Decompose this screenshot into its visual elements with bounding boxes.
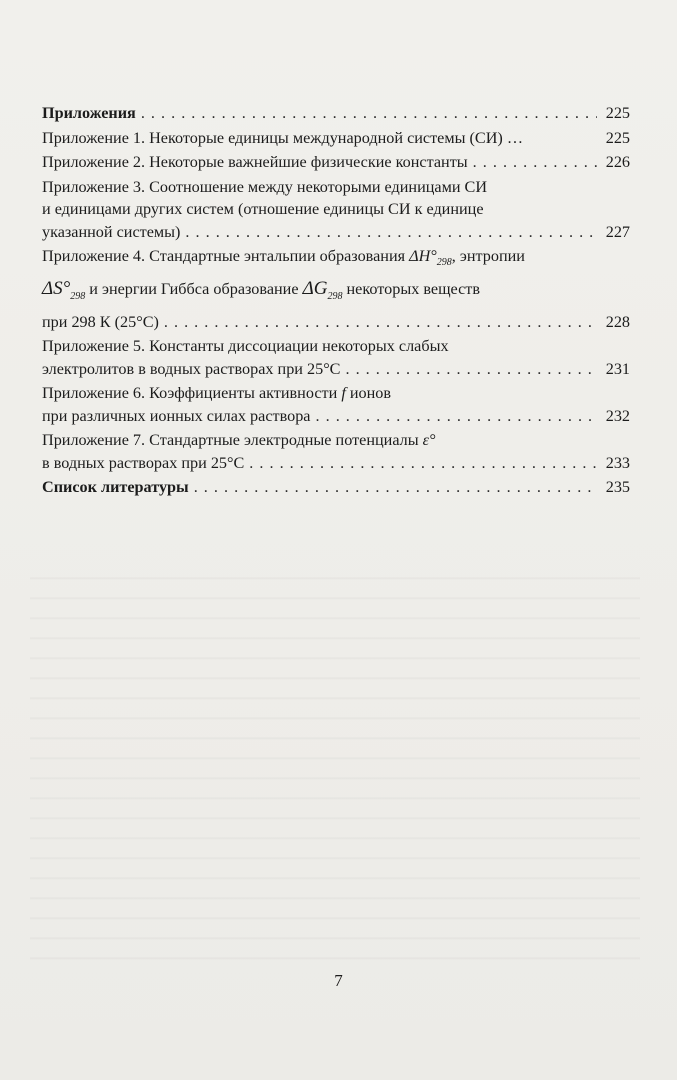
- toc-page-number: 228: [605, 312, 630, 331]
- potential-symbol: ε°: [422, 431, 436, 450]
- toc-entry-text: и энергии Гиббса образование: [85, 279, 299, 298]
- toc-entry-text: Приложение 7. Стандартные электродные потенциалы: [42, 431, 419, 450]
- toc-entry-text: Приложение 6. Коэффициенты активности: [42, 384, 338, 403]
- leader-dots: [164, 311, 597, 334]
- toc-entry-text: ионов: [349, 384, 392, 403]
- toc-page-number: 225: [605, 128, 630, 147]
- toc-entry-title: Приложения: [42, 104, 136, 122]
- gibbs-energy-symbol: $\Delta G_{298}$: [302, 277, 343, 302]
- toc-page-number: 235: [605, 478, 630, 497]
- entropy-symbol: $\Delta S^\circ_{298}$: [42, 277, 86, 302]
- toc-entry-text: Приложение 4. Стандартные энтальпии образования: [42, 247, 406, 265]
- toc-entry-appendix-1[interactable]: [42, 127, 630, 150]
- toc-entry-appendix-3[interactable]: [42, 176, 630, 244]
- toc-page-number: 231: [605, 359, 630, 378]
- toc-page-number: 225: [605, 104, 630, 122]
- toc-entry-appendix-6[interactable]: [42, 382, 630, 427]
- bleed-through-text: [30, 560, 640, 960]
- toc-entry-text: некоторых веществ: [342, 279, 481, 298]
- leader-dots: [249, 452, 597, 475]
- table-of-contents: [42, 102, 630, 501]
- leader-dots: [194, 476, 597, 499]
- toc-entry-appendix-4[interactable]: [42, 245, 630, 333]
- toc-page-number: 232: [605, 406, 630, 425]
- toc-entry-line: при 298 К (25°С): [42, 312, 159, 331]
- toc-entry-title: Список литературы: [42, 478, 189, 497]
- toc-entry-text: , энтропии: [451, 247, 525, 265]
- leader-dots: [141, 102, 597, 125]
- toc-page-number: 227: [605, 222, 630, 241]
- toc-entry-appendix-2[interactable]: [42, 151, 630, 174]
- toc-page-number: 226: [605, 153, 630, 171]
- toc-entry-title: Приложение 1. Некоторые единицы международной системы (СИ) …: [42, 128, 524, 147]
- leader-dots: [316, 405, 598, 428]
- toc-entry-line: Приложение 5. Константы диссоциации некоторых слабых: [42, 337, 449, 356]
- leader-dots: [345, 358, 597, 381]
- toc-entry-references[interactable]: [42, 476, 630, 499]
- page-number: 7: [334, 971, 343, 990]
- toc-entry-line: в водных растворах при 25°С: [42, 453, 245, 472]
- toc-page-number: 233: [605, 453, 630, 472]
- toc-entry-line: Приложение 3. Соотношение между некоторыми единицами СИ: [42, 177, 488, 196]
- enthalpy-symbol: $\Delta H^\circ_{298}$: [409, 247, 452, 269]
- toc-entry-line: при различных ионных силах раствора: [42, 406, 311, 425]
- toc-entry-appendix-5[interactable]: [42, 335, 630, 380]
- toc-entry-appendices[interactable]: [42, 102, 630, 125]
- activity-symbol: f: [341, 384, 346, 403]
- toc-entry-line: указанной системы): [42, 222, 181, 241]
- leader-dots: [185, 221, 597, 244]
- toc-entry-appendix-7[interactable]: [42, 429, 630, 474]
- leader-dots: [473, 151, 597, 174]
- toc-entry-line: электролитов в водных растворах при 25°С: [42, 359, 341, 378]
- toc-entry-title: Приложение 2. Некоторые важнейшие физические константы: [42, 153, 468, 171]
- toc-entry-line: и единицами других систем (отношение единицы СИ к единице: [42, 200, 484, 218]
